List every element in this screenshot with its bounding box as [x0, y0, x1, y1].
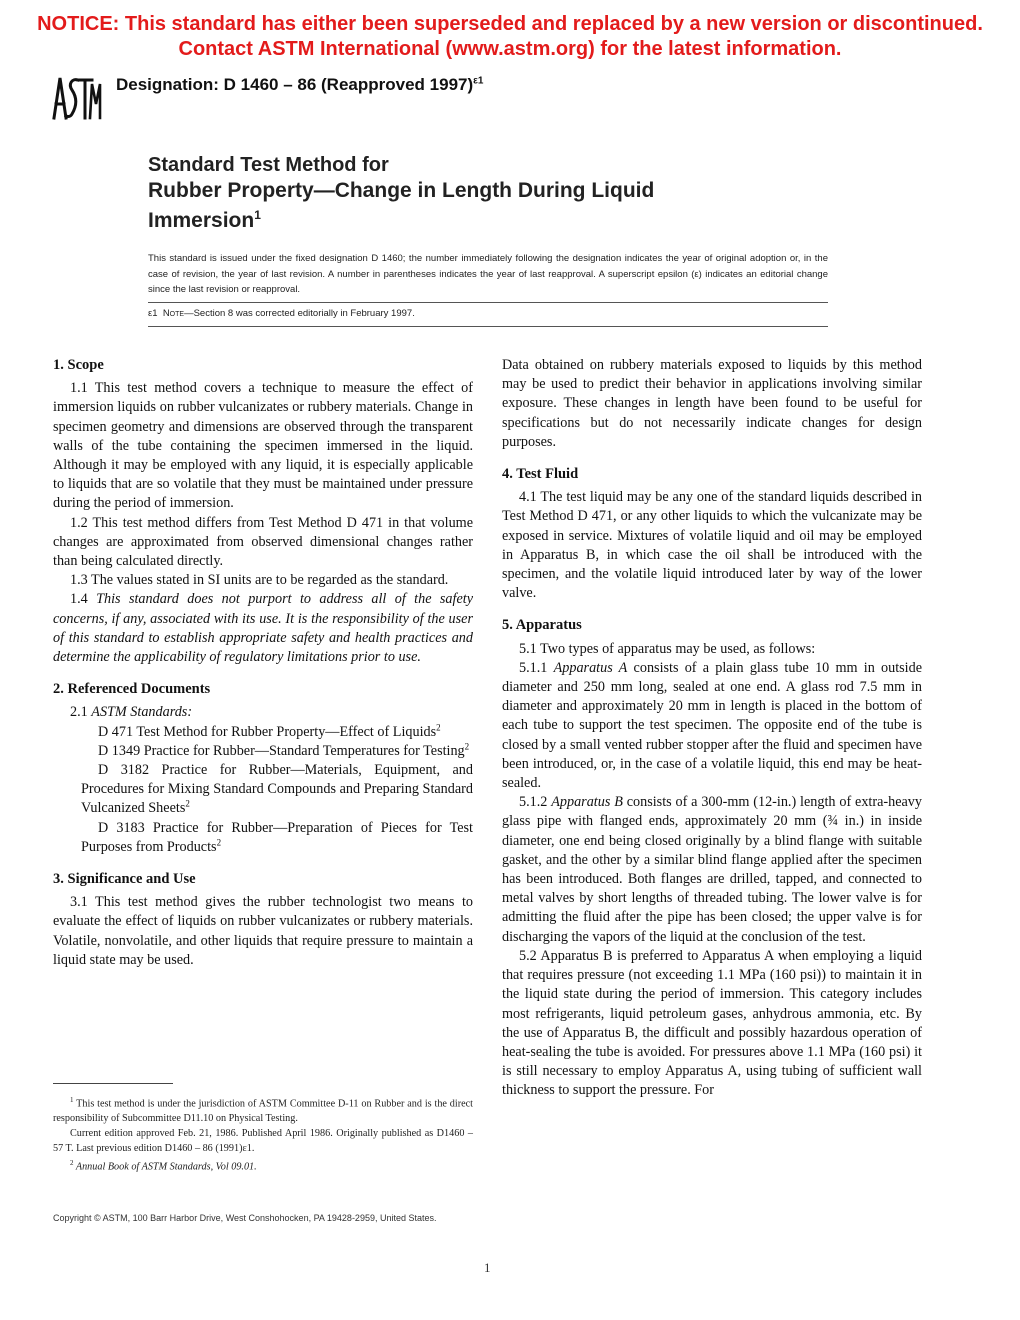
paragraph-3-1-continued: Data obtained on rubbery materials exposed to liquids by this method may be used to predict their behavior in applications involving similar exposure. These changes in length have been found to be useful for specifications but do not necessarily indicate changes for design purposes.: [502, 357, 922, 450]
footnote-1-text: This test method is under the jurisdiction of ASTM Committee D-11 on Rubber and is the direct responsibility of Subcommittee D11.10 on Physical Testing.: [53, 1098, 473, 1125]
reference-footnote: 2: [216, 837, 222, 848]
note-label: Note: [162, 308, 185, 319]
paragraph-5-2: 5.2 Apparatus B is preferred to Apparatus A when employing a liquid that requires pressure (not exceeding 1.1 MPa (160 psi)) to maintain it in the liquid state during the period of immersion. This category includes most refrigerants, liquid petroleum gases, anhydrous ammonia, etc. By the use of Apparatus B, the difficult and possibly hazardous operation of heat-sealing the tube is avoided. For pressures above 1.1 MPa (160 psi) it is still necessary to employ Apparatus A, using tubing of sufficient wall thickness to support the pressure. For: [502, 947, 922, 1099]
editorial-note: [148, 308, 415, 319]
reference-item: [53, 819, 473, 857]
page-number: 1: [484, 1260, 491, 1275]
designation-text: Designation: D 1460 – 86 (Reapproved 1997): [116, 75, 474, 94]
paragraph-4-1: 4.1 The test liquid may be any one of the standard liquids described in Test Method D 471, or any other liquids to which the vulcanizate may be exposed in service. Mixtures of volatile liquid and oil may be employed in Apparatus B, in which case the oil shall be introduced with the specimen, and the volatile liquid introduced later by way of the lower valve.: [502, 489, 922, 602]
note-text: —Section 8 was corrected editorially in February 1997.: [184, 308, 415, 319]
title-footnote-marker: 1: [254, 208, 261, 222]
reference-item: [53, 742, 473, 761]
notice-line-2: Contact ASTM International (www.astm.org) for the latest information.: [178, 38, 842, 60]
paragraph-5-1-1-text: consists of a plain glass tube 10 mm in outside diameter and 250 mm long, sealed at one end. A glass rod 7.5 mm in diameter and approximately 20 mm in length is placed in the bottom of each tube to support the test specimen. The opposite end of the tube is closed by a small vented rubber stopper after the fluid and specimen have been introduced, or, in the case of a volatile liquid, this end may be heat-sealed.: [502, 659, 922, 792]
paragraph-2-1-number: 2.1: [70, 704, 88, 721]
divider-top: [148, 302, 828, 303]
paragraph-1-4-number: 1.4: [70, 591, 88, 608]
reference-footnote: 2: [185, 798, 190, 809]
paragraph-1-4: [53, 590, 473, 667]
paragraph-1-3: 1.3 The values stated in SI units are to be regarded as the standard.: [70, 572, 449, 589]
title-line-2: Rubber Property—Change in Length During Liquid: [148, 179, 655, 202]
footnotes: [53, 1093, 473, 1175]
copyright-line: Copyright © ASTM, 100 Barr Harbor Drive, West Conshohocken, PA 19428-2959, United States.: [53, 1213, 437, 1223]
paragraph-5-1-1-number: 5.1.1: [519, 659, 548, 676]
section-heading-scope: 1. Scope: [53, 357, 104, 373]
reference-text: D 3182 Practice for Rubber—Materials, Equipment, and Procedures for Mixing Standard Compounds and Preparing Standard Vulcanized Sheets: [81, 762, 473, 817]
astm-logo-icon: [52, 74, 102, 120]
footnote-2-text: Annual Book of ASTM Standards, Vol 09.01.: [73, 1161, 257, 1173]
right-column: [502, 356, 922, 1101]
section-heading-apparatus: 5. Apparatus: [502, 617, 582, 634]
apparatus-b-label: Apparatus B: [551, 794, 623, 811]
footnote-1-marker: 1: [70, 1096, 74, 1104]
left-column: [53, 356, 473, 970]
title-line-3: Immersion: [148, 209, 255, 232]
paragraph-5-1-2-number: 5.1.2: [519, 794, 548, 811]
notice-line-1: NOTICE: This standard has either been superseded and replaced by a new version or discontinued.: [37, 13, 983, 35]
paragraph-1-1: 1.1 This test method covers a technique to measure the effect of immersion liquids on rubber vulcanizates or rubbery materials. Change in specimen geometry and dimensions are observed through the transparent walls of the tube containing the specimen immersed in the liquid. Although it may be employed with any liquid, it is especially applicable to liquids that are so volatile that they must be maintained under pressure during the period of immersion.: [53, 380, 473, 512]
footnote-2: [53, 1156, 473, 1174]
apparatus-a-label: Apparatus A: [553, 659, 628, 676]
footnote-rule: [53, 1083, 173, 1084]
paragraph-5-1-1: [502, 659, 922, 793]
issued-statement: This standard is issued under the fixed designation D 1460; the number immediately following the designation indicates the year of original adoption or, in the case of revision, the year of last revision. A number in parentheses indicates the year of last reapproval. A superscript epsilon (ε) indicates an editorial change since the last revision or reapproval.: [148, 253, 828, 295]
reference-item: [53, 723, 473, 742]
reference-footnote: 2: [436, 721, 441, 732]
document-title: [148, 153, 848, 233]
divider-bottom: [148, 326, 828, 327]
title-line-1: Standard Test Method for: [148, 154, 389, 176]
paragraph-1-4-text: This standard does not purport to address all of the safety concerns, if any, associated with its use. It is the responsibility of the user of this standard to establish appropriate safety and health practices and determine the applicability of regulatory limitations prior to use.: [53, 591, 473, 666]
note-epsilon: ε1: [148, 308, 158, 319]
footnote-2-marker: 2: [70, 1159, 74, 1168]
section-heading-referenced-documents: 2. Referenced Documents: [53, 681, 211, 698]
designation: [116, 75, 483, 95]
reference-text: D 471 Test Method for Rubber Property—Effect of Liquids: [98, 723, 437, 740]
paragraph-2-1: [53, 703, 473, 722]
section-heading-test-fluid: 4. Test Fluid: [502, 466, 579, 483]
paragraph-2-1-text: ASTM Standards:: [91, 704, 193, 721]
paragraph-5-1-2-text: consists of a 300-mm (12-in.) length of extra-heavy glass pipe with flanged ends, approximately 20 mm (¾ in.) in inside diameter, one end being closed originally by a blind flange with suitable gasket, and the other by a similar blind flange applied after the specimen has been introduced. Both flanges are drilled, tapped, and connected to metal valves by short lengths of threaded tubing. The lower valve is for admitting the fluid after the pipe has been closed; the upper valve is for discharging the vapors of the liquid at the conclusion of the test.: [502, 794, 922, 945]
paragraph-5-1: 5.1 Two types of apparatus may be used, as follows:: [519, 640, 816, 657]
paragraph-5-1-2: [502, 793, 922, 947]
designation-epsilon: ε1: [473, 75, 484, 87]
footnote-1: [53, 1093, 473, 1126]
section-heading-significance: 3. Significance and Use: [53, 871, 196, 888]
reference-item: [53, 761, 473, 819]
reference-text: D 3183 Practice for Rubber—Preparation of Pieces for Test Purposes from Products: [81, 819, 473, 855]
reference-text: D 1349 Practice for Rubber—Standard Temperatures for Testing: [98, 742, 465, 759]
paragraph-1-2: 1.2 This test method differs from Test Method D 471 in that volume changes are approximated from observed dimensional changes rather than being calculated directly.: [53, 514, 473, 570]
footnote-1-continued: Current edition approved Feb. 21, 1986. Published April 1986. Originally published as D1460 – 57 T. Last previous edition D1460 – 86 (1991)ε1.: [53, 1128, 473, 1155]
notice-banner: [0, 12, 1020, 62]
paragraph-3-1: 3.1 This test method gives the rubber technologist two means to evaluate the effect of liquids on rubber vulcanizates or rubbery materials. Volatile, nonvolatile, and other liquids that require pressure to maintain a liquid state may be used.: [53, 894, 473, 968]
reference-footnote: 2: [464, 741, 470, 752]
